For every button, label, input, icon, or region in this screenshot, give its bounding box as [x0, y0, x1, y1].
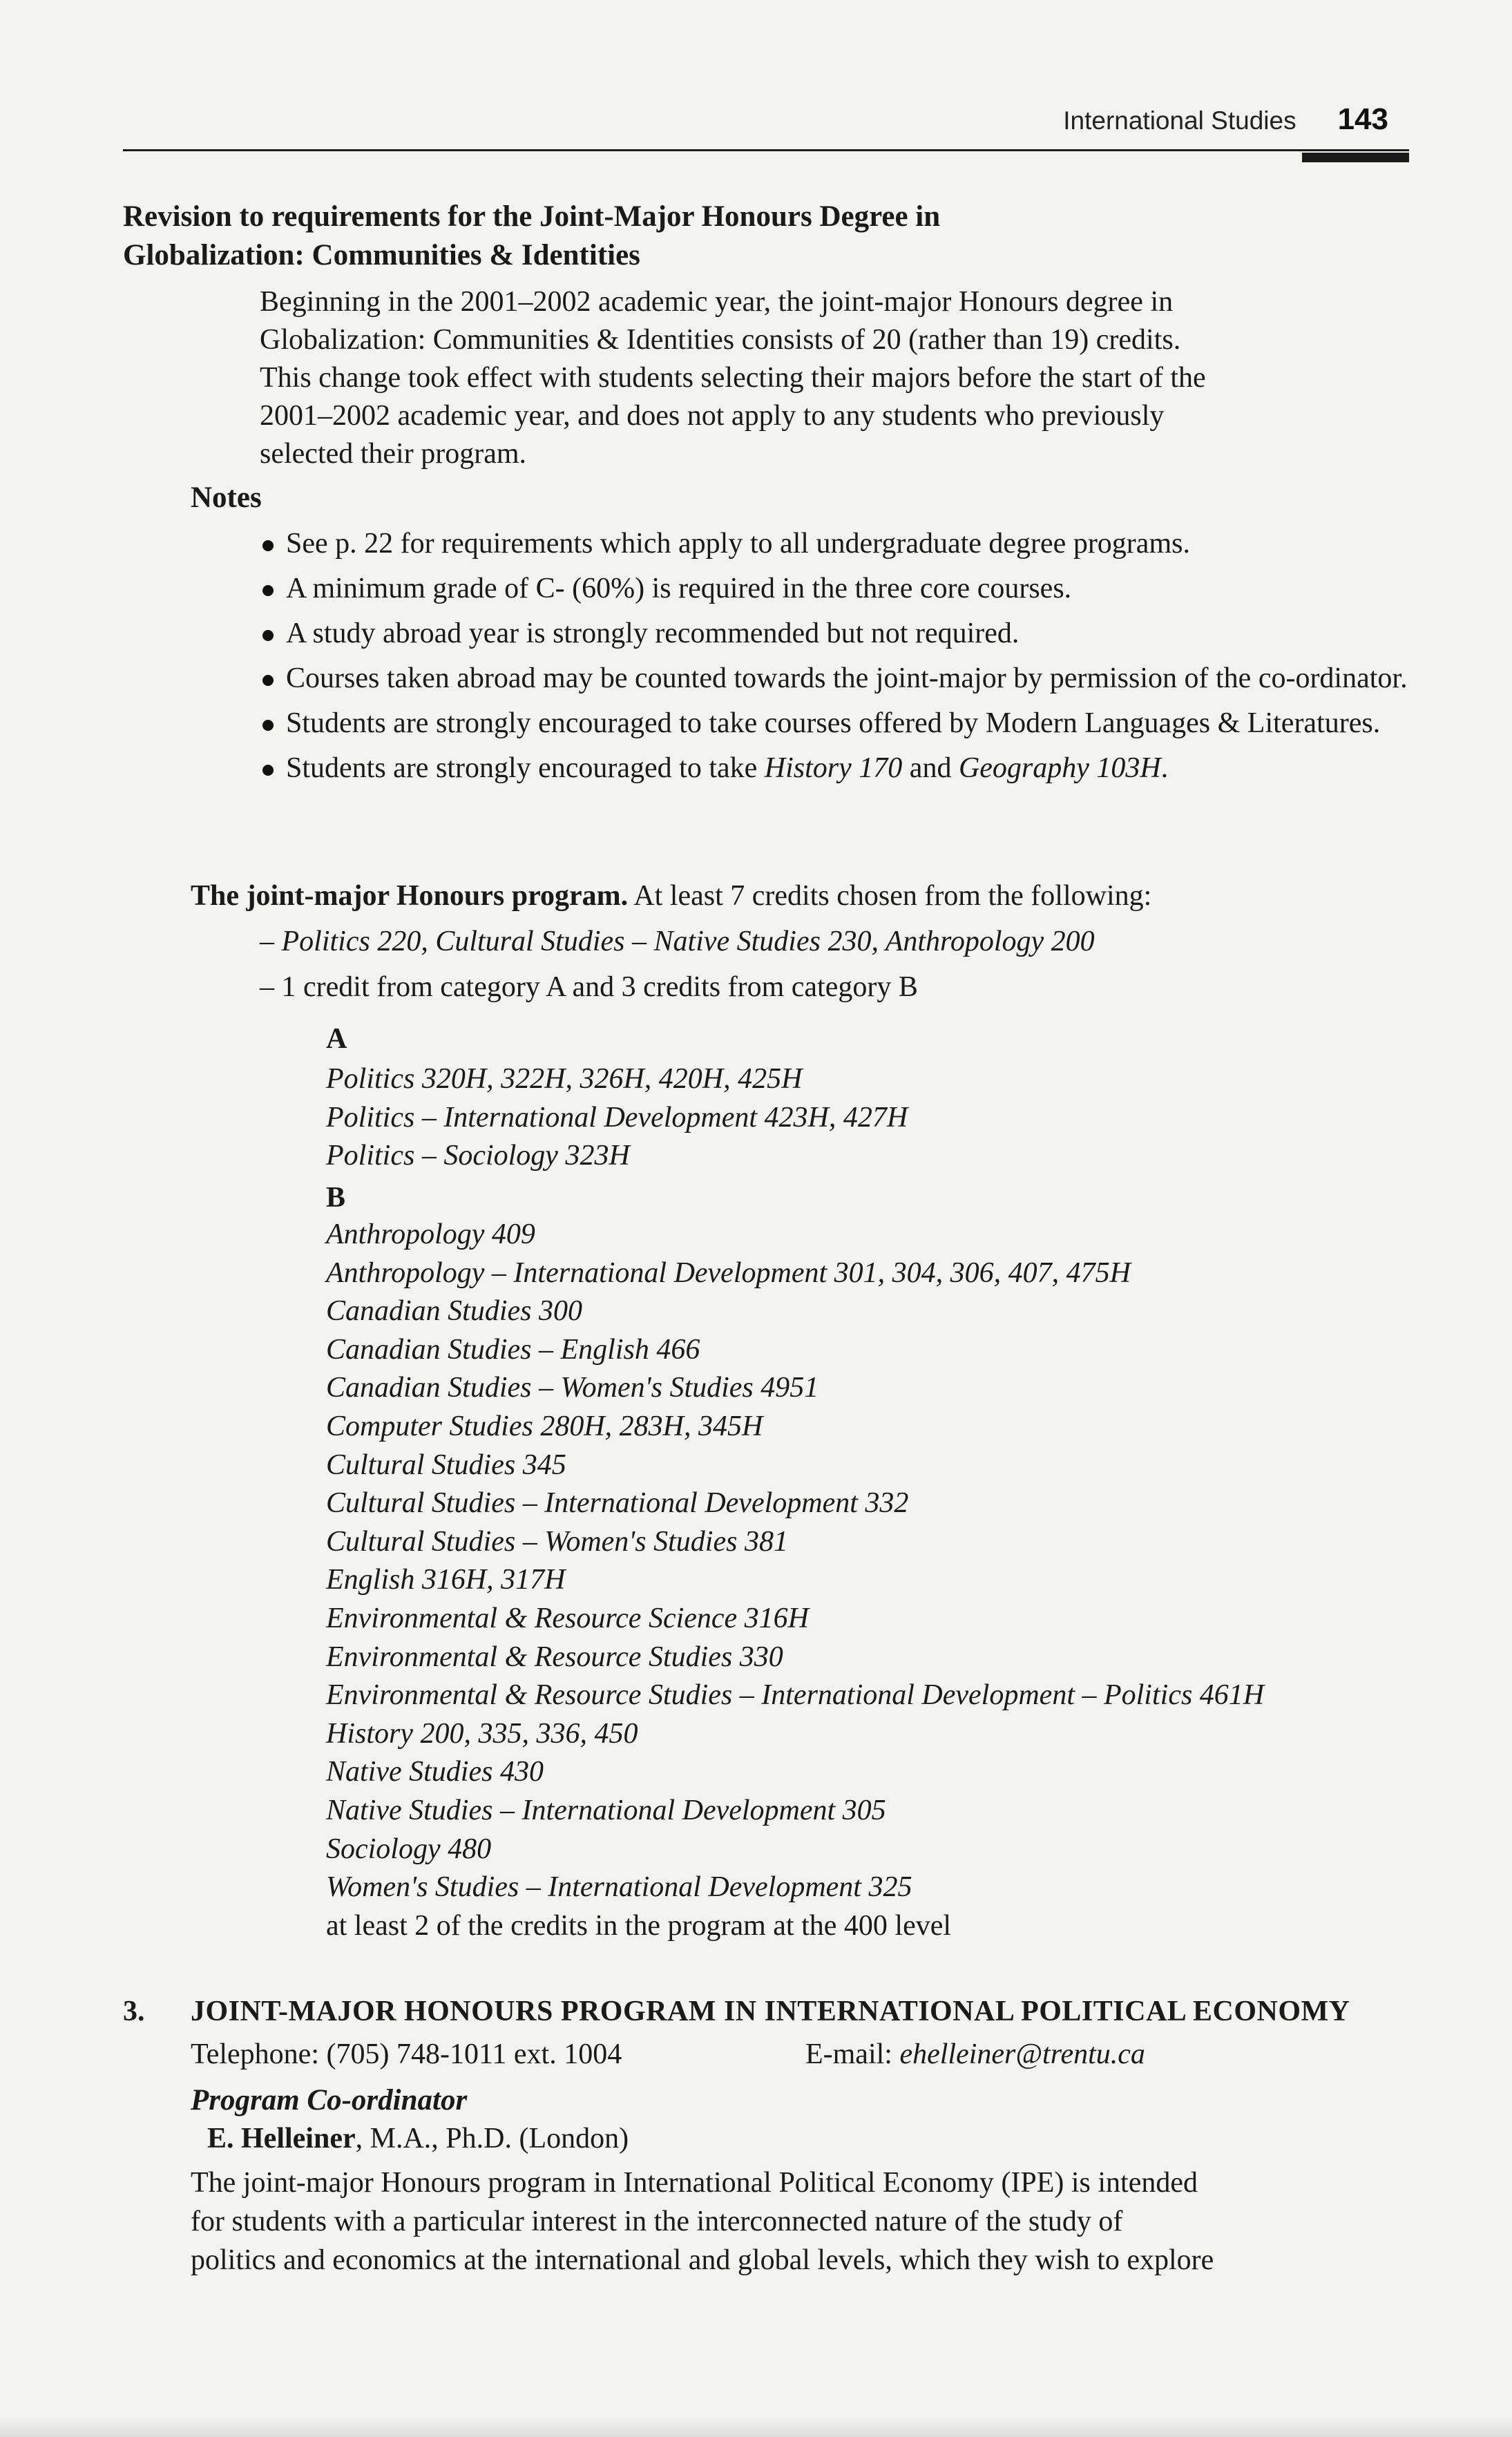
revision-heading [123, 198, 940, 275]
program-dash-2: – 1 credit from category A and 3 credits from category B [260, 971, 918, 1003]
course-item: History 200, 335, 336, 450 [326, 1717, 638, 1750]
revision-line: 2001–2002 academic year, and does not apply to any students who previously [260, 400, 1165, 432]
revision-line: Beginning in the 2001–2002 academic year, the joint-major Honours degree in [260, 286, 1174, 318]
course-item: Native Studies – International Development 305 [326, 1794, 886, 1826]
revision-heading-line1: Revision to requirements for the Joint-Major Honours Degree in [123, 200, 941, 233]
revision-line: This change took effect with students selecting their majors before the start of the [260, 362, 1206, 394]
header-rule-tab [1302, 153, 1409, 162]
section-title: JOINT-MAJOR HONOURS PROGRAM IN INTERNATIONAL POLITICAL ECONOMY [191, 1996, 1350, 2027]
program-dash-1: – Politics 220, Cultural Studies – Native Studies 230, Anthropology 200 [260, 926, 1095, 957]
program-intro [191, 877, 1151, 915]
section-name: International Studies [1063, 106, 1296, 135]
course-item: English 316H, 317H [326, 1564, 566, 1596]
note-item: A study abroad year is strongly recommended but not required. [262, 615, 1409, 653]
revision-body [260, 283, 1413, 473]
email-line [805, 2038, 1145, 2071]
course-ref: History 170 [764, 752, 903, 784]
program-title: The joint-major Honours program. [191, 880, 629, 912]
note-item: A minimum grade of C- (60%) is required in the three core courses. [262, 570, 1409, 608]
section-number: 3. [123, 1996, 145, 2027]
course-item: Women's Studies – International Development 325 [326, 1871, 912, 1904]
program-intro-text: At least 7 credits chosen from the following: [628, 880, 1152, 912]
note-item [262, 749, 1409, 787]
course-item: Politics 320H, 322H, 326H, 420H, 425H [326, 1063, 803, 1095]
note-text: . [1160, 752, 1169, 784]
section3-body [191, 2163, 1406, 2280]
category-b-footer: at least 2 of the credits in the program at the 400 level [326, 1909, 952, 1942]
coordinator-name-bold: E. Helleiner [207, 2123, 356, 2154]
course-item: Canadian Studies – English 466 [326, 1333, 700, 1366]
revision-line: selected their program. [260, 438, 526, 470]
scan-edge-shadow [0, 2418, 1512, 2437]
coordinator-name [207, 2122, 629, 2155]
course-item: Anthropology 409 [326, 1218, 535, 1250]
course-item: Environmental & Resource Studies – International Development – Politics 461H [326, 1679, 1265, 1712]
revision-heading-line2: Globalization: Communities & Identities [123, 239, 640, 271]
email-link[interactable]: ehelleiner@trentu.ca [899, 2038, 1145, 2070]
notes-heading: Notes [191, 481, 262, 514]
course-item: Politics – International Development 423H, 427H [326, 1101, 908, 1134]
course-item: Politics – Sociology 323H [326, 1140, 630, 1172]
header-rule [123, 149, 1409, 151]
note-text: Students are strongly encouraged to take [286, 752, 765, 784]
note-item: Courses taken abroad may be counted towards the joint-major by permission of the co-ordinator. [262, 660, 1409, 698]
course-ref: Geography 103H [958, 752, 1161, 784]
note-item: See p. 22 for requirements which apply to all undergraduate degree programs. [262, 525, 1409, 563]
course-item: Cultural Studies – International Development 332 [326, 1487, 909, 1520]
category-b-label: B [326, 1182, 346, 1214]
course-item: Environmental & Resource Studies 330 [326, 1641, 783, 1673]
running-header [863, 102, 1388, 144]
section3-line: for students with a particular interest in the interconnected nature of the study of [191, 2206, 1123, 2237]
course-item: Cultural Studies 345 [326, 1449, 566, 1481]
course-item: Environmental & Resource Science 316H [326, 1602, 810, 1634]
notes-list [262, 525, 1409, 794]
coordinator-degrees: , M.A., Ph.D. (London) [355, 2123, 629, 2154]
note-item: Students are strongly encouraged to take courses offered by Modern Languages & Literatures. [262, 705, 1409, 743]
page-number: 143 [1337, 102, 1388, 136]
email-label: E-mail: [805, 2038, 900, 2070]
course-item: Canadian Studies – Women's Studies 4951 [326, 1372, 819, 1404]
telephone: Telephone: (705) 748-1011 ext. 1004 [191, 2038, 622, 2070]
category-a-list [326, 1060, 908, 1176]
course-item: Cultural Studies – Women's Studies 381 [326, 1525, 788, 1558]
coordinator-heading: Program Co-ordinator [191, 2084, 468, 2116]
note-text: and [902, 752, 959, 784]
course-item: Sociology 480 [326, 1833, 492, 1865]
category-a-label: A [326, 1023, 347, 1055]
section3-line: politics and economics at the international and global levels, which they wish to explore [191, 2244, 1214, 2276]
course-item: Native Studies 430 [326, 1756, 544, 1788]
course-item: Canadian Studies 300 [326, 1295, 583, 1328]
course-item: Computer Studies 280H, 283H, 345H [326, 1410, 763, 1442]
revision-line: Globalization: Communities & Identities consists of 20 (rather than 19) credits. [260, 324, 1181, 356]
category-b-list [326, 1216, 1264, 1945]
contact-row [191, 2038, 1227, 2071]
section3-line: The joint-major Honours program in International Political Economy (IPE) is intended [191, 2167, 1198, 2199]
course-item: Anthropology – International Development 301, 304, 306, 407, 475H [326, 1256, 1131, 1289]
